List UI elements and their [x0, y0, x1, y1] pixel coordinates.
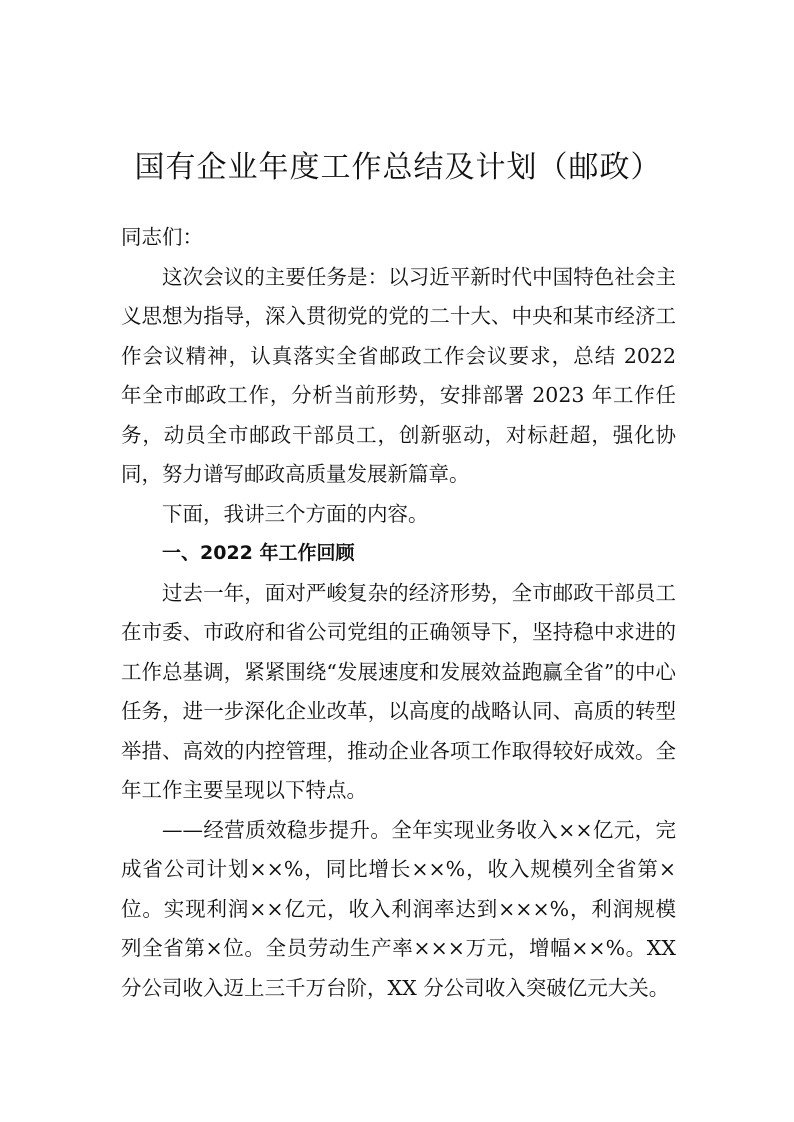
paragraph-intro: 这次会议的主要任务是：以习近平新时代中国特色社会主义思想为指导，深入贯彻党的党的二十大、中央和某市经济工作会议精神，认真落实全省邮政工作会议要求，总结 2022 年全市邮政工作，分析当前形势，安排部署 2023 年工作任务，动员全市邮政干部员工，创新驱动，对标赶超，强化协同，努力谱写邮政高质量发展新篇章。	[121, 264, 676, 486]
paragraph-review: 过去一年，面对严峻复杂的经济形势，全市邮政干部员工在市委、市政府和省公司党组的正确领导下，坚持稳中求进的工作总基调，紧紧围绕“发展速度和发展效益跑赢全省”的中心任务，进一步深化企业改革，以高度的战略认同、高质的转型举措、高效的内控管理，推动企业各项工作取得较好成效。全年工作主要呈现以下特点。	[121, 580, 676, 802]
paragraph-performance: ——经营质效稳步提升。全年实现业务收入××亿元，完成省公司计划××%，同比增长××%，收入规模列全省第×位。实现利润××亿元，收入利润率达到×××%，利润规模列全省第×位。全员劳动生产率×××万元，增幅××%。XX 分公司收入迈上三千万台阶，XX 分公司收入突破亿元大关。	[121, 817, 676, 1000]
document-body	[121, 218, 676, 1008]
salutation: 同志们：	[121, 225, 203, 249]
section-heading-review: 一、2022 年工作回顾	[162, 542, 355, 564]
document-title: 国有企业年度工作总结及计划（邮政）	[134, 150, 662, 186]
paragraph-outline: 下面，我讲三个方面的内容。	[162, 501, 429, 526]
